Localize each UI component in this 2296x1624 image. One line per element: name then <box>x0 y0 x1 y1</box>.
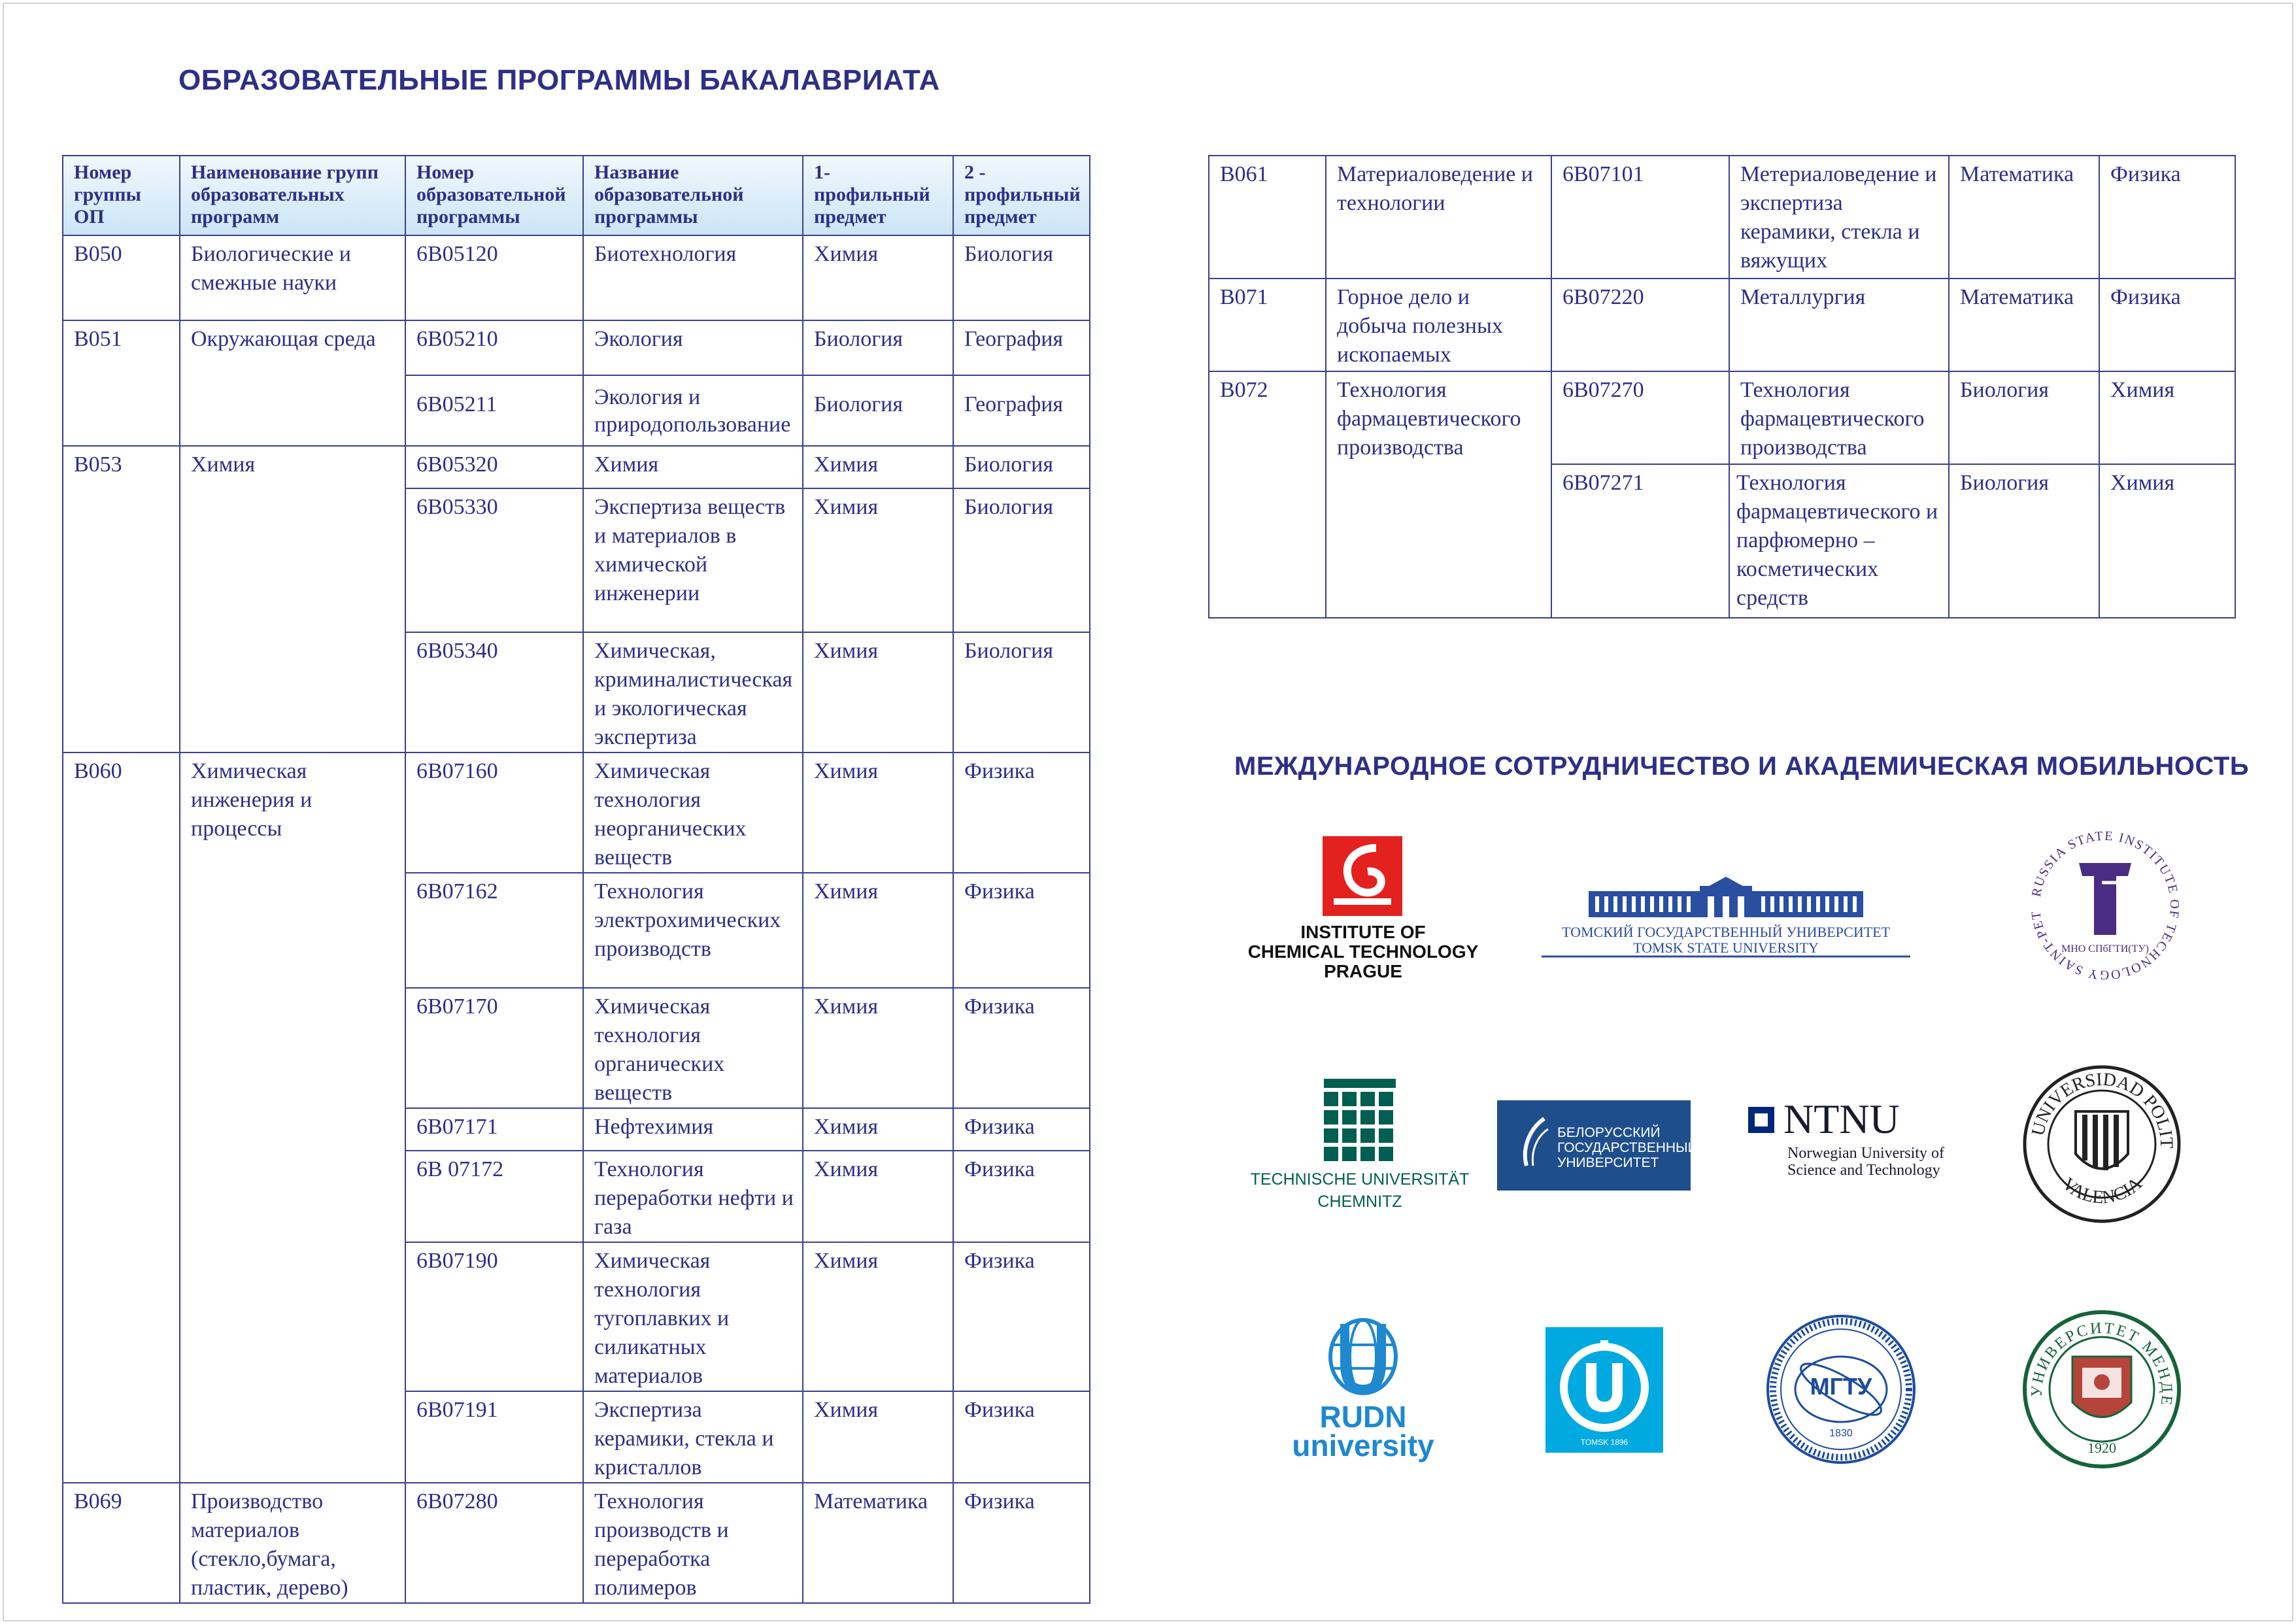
program-title: Метериаловедение и экспертиза керамики, стекла и вяжущих <box>1729 156 1949 279</box>
tpu-bottom: TOMSK 1896 <box>1580 1438 1629 1447</box>
table-row <box>63 235 1090 320</box>
program-title: Биотехнология <box>583 235 803 320</box>
tomsk-state-university-logo <box>1536 873 1916 958</box>
ict-line2: CHEMICAL TECHNOLOGY <box>1247 941 1479 962</box>
subject-1: Химия <box>803 488 953 632</box>
program-number: 6B07160 <box>405 753 583 873</box>
header-program-title: Название образовательной программы <box>583 156 803 235</box>
group-name: Технология фармацевтического производства <box>1326 371 1551 618</box>
tpu-logo <box>1545 1327 1663 1453</box>
table-row <box>63 446 1090 488</box>
table-row <box>1209 371 2235 464</box>
subject-1: Химия <box>803 1151 953 1242</box>
subject-1: Химия <box>803 873 953 988</box>
subject-1: Математика <box>1949 279 2099 371</box>
spbgti-ring-text: RUSSIA STATE INSTITUTE OF TECHNOLOGY SAINT-PET <box>2029 828 2182 983</box>
header-subject-1: 1- профильный предмет <box>803 156 953 235</box>
chemnitz-line2: CHEMNITZ <box>1317 1193 1402 1211</box>
mgtu-logo <box>1763 1311 1919 1468</box>
subject-2: Физика <box>953 753 1090 873</box>
svg-text:VALENCIA <box>2058 1173 2146 1208</box>
upv-logo <box>2020 1062 2184 1226</box>
ntnu-sub1: Norwegian University of <box>1787 1145 1944 1162</box>
header-group-name: Наименование групп образовательных программ <box>180 156 405 235</box>
ict-line1: INSTITUTE OF <box>1300 922 1426 942</box>
spbgti-inner: МНО СПбГТИ(ТУ) <box>2061 943 2150 955</box>
rudn-logo <box>1272 1311 1455 1468</box>
subject-2: Химия <box>2099 371 2235 464</box>
ntnu-square-icon <box>1746 1096 1981 1187</box>
program-number: 6B07162 <box>405 873 583 988</box>
upv-bottom-text: VALENCIA <box>2058 1173 2146 1208</box>
tsu-building-icon <box>1536 873 1916 958</box>
subject-2: Физика <box>953 1391 1090 1483</box>
header-group-number: Номер группы ОП <box>63 156 180 235</box>
subject-2: География <box>953 375 1090 446</box>
program-number: 6B05120 <box>405 235 583 320</box>
program-title: Технология электрохимических производств <box>583 873 803 988</box>
subject-2: Биология <box>953 235 1090 320</box>
program-title: Экспертиза веществ и материалов в химической инженерии <box>583 488 803 632</box>
header-subject-2: 2 - профильный предмет <box>953 156 1090 235</box>
subject-1: Биология <box>1949 464 2099 618</box>
mendeleev-year: 1920 <box>2087 1440 2116 1456</box>
left-section-title: ОБРАЗОВАТЕЛЬНЫЕ ПРОГРАММЫ БАКАЛАВРИАТА <box>178 64 940 96</box>
subject-1: Химия <box>803 632 953 753</box>
upv-seal-icon <box>2020 1062 2184 1226</box>
group-code: B050 <box>63 235 180 320</box>
group-code: B069 <box>63 1483 180 1603</box>
table-row <box>1209 279 2235 371</box>
program-title: Технология фармацевтического и парфюмерно – косметических средств <box>1729 464 1949 618</box>
program-title: Химическая технология органических веществ <box>583 988 803 1108</box>
subject-2: Физика <box>953 988 1090 1108</box>
ict-prague-emblem-icon <box>1242 834 1484 984</box>
subject-1: Биология <box>803 320 953 375</box>
subject-2: Физика <box>953 1242 1090 1391</box>
program-title: Химическая технология тугоплавких и силикатных материалов <box>583 1242 803 1391</box>
program-number: 6B05210 <box>405 320 583 375</box>
program-title: Технология переработки нефти и газа <box>583 1151 803 1242</box>
program-title: Химия <box>583 446 803 488</box>
tu-chemnitz-logo <box>1250 1072 1470 1223</box>
subject-2: Биология <box>953 446 1090 488</box>
program-number: 6B 07172 <box>405 1151 583 1242</box>
group-code: B071 <box>1209 279 1326 371</box>
program-title: Экспертиза керамики, стекла и кристаллов <box>583 1391 803 1483</box>
subject-2: География <box>953 320 1090 375</box>
bachelor-programs-table-continued <box>1208 155 2236 618</box>
subject-2: Химия <box>2099 464 2235 618</box>
upv-ring-text: UNIVERSIDAD POLIT <box>2027 1069 2177 1149</box>
right-section-title: МЕЖДУНАРОДНОЕ СОТРУДНИЧЕСТВО И АКАДЕМИЧЕСКАЯ МОБИЛЬНОСТЬ <box>1234 752 2250 781</box>
mgtu-seal-icon <box>1763 1311 1919 1468</box>
program-number: 6B05340 <box>405 632 583 753</box>
table-row <box>63 1483 1090 1603</box>
program-number: 6B07220 <box>1551 279 1729 371</box>
rudn-line1: RUDN <box>1319 1400 1407 1434</box>
tsu-en: TOMSK STATE UNIVERSITY <box>1633 939 1819 956</box>
subject-2: Физика <box>2099 156 2235 279</box>
rudn-line2: university <box>1292 1429 1434 1463</box>
subject-2: Физика <box>953 1483 1090 1603</box>
mgtu-letters: МГТУ <box>1810 1373 1872 1400</box>
rudn-globe-icon <box>1272 1311 1455 1468</box>
bachelor-programs-table <box>62 155 1090 1604</box>
tpu-u-icon <box>1545 1327 1663 1453</box>
group-name: Химическая инженерия и процессы <box>180 753 405 1483</box>
subject-1: Химия <box>803 1242 953 1391</box>
subject-2: Биология <box>953 488 1090 632</box>
subject-1: Математика <box>803 1483 953 1603</box>
program-title: Технология производств и переработка полимеров <box>583 1483 803 1603</box>
group-name: Окружающая среда <box>180 320 405 446</box>
spbgti-logo <box>2017 824 2193 987</box>
tsu-ru: ТОМСКИЙ ГОСУДАРСТВЕННЫЙ УНИВЕРСИТЕТ <box>1561 924 1891 940</box>
subject-1: Математика <box>1949 156 2099 279</box>
program-number: 6B07190 <box>405 1242 583 1391</box>
bsu-logo <box>1497 1100 1698 1191</box>
header-program-number: Номер образовательной программы <box>405 156 583 235</box>
subject-1: Химия <box>803 1108 953 1151</box>
group-code: B051 <box>63 320 180 446</box>
program-number: 6B05211 <box>405 375 583 446</box>
program-title: Технология фармацевтического производства <box>1729 371 1949 464</box>
program-title: Химическая технология неорганических веществ <box>583 753 803 873</box>
subject-1: Химия <box>803 1391 953 1483</box>
program-title: Химическая, криминалистическая и экологическая экспертиза <box>583 632 803 753</box>
table-row <box>63 320 1090 375</box>
subject-2: Физика <box>2099 279 2235 371</box>
subject-2: Физика <box>953 1108 1090 1151</box>
header-row <box>63 156 1090 235</box>
mendeleev-ring-text: УНИВЕРСИТЕТ МЕНДЕ <box>2028 1319 2176 1408</box>
subject-2: Физика <box>953 1151 1090 1242</box>
group-code: B060 <box>63 753 180 1483</box>
program-number: 6B07170 <box>405 988 583 1108</box>
program-number: 6B07280 <box>405 1483 583 1603</box>
group-code: B061 <box>1209 156 1326 279</box>
program-number: 6B07171 <box>405 1108 583 1151</box>
group-name: Химия <box>180 446 405 753</box>
ntnu-logo <box>1746 1096 1981 1187</box>
mgtu-year: 1830 <box>1829 1428 1853 1439</box>
program-title: Экология и природопользование <box>583 375 803 446</box>
program-number: 6B05330 <box>405 488 583 632</box>
subject-2: Биология <box>953 632 1090 753</box>
group-name: Биологические и смежные науки <box>180 235 405 320</box>
program-title: Экология <box>583 320 803 375</box>
program-number: 6B07271 <box>1551 464 1729 618</box>
subject-2: Физика <box>953 873 1090 988</box>
program-title: Нефтехимия <box>583 1108 803 1151</box>
mendeleev-university-logo <box>2020 1308 2184 1471</box>
program-title: Металлургия <box>1729 279 1949 371</box>
group-name: Материаловедение и технологии <box>1326 156 1551 279</box>
program-number: 6B07191 <box>405 1391 583 1483</box>
group-code: B072 <box>1209 371 1326 618</box>
spbgti-emblem-icon <box>2017 824 2193 987</box>
group-name: Производство материалов (стекло,бумага, пластик, дерево) <box>180 1483 405 1603</box>
program-number: 6B07101 <box>1551 156 1729 279</box>
mendeleev-seal-icon <box>2020 1308 2184 1471</box>
ntnu-sub2: Science and Technology <box>1787 1162 1940 1179</box>
bsu-text-block: БЕЛОРУССКИЙ ГОСУДАРСТВЕННЫЙ УНИВЕРСИТЕТ <box>1557 1125 1698 1170</box>
subject-1: Химия <box>803 988 953 1108</box>
group-code: B053 <box>63 446 180 753</box>
group-name: Горное дело и добыча полезных ископаемых <box>1326 279 1551 371</box>
subject-1: Химия <box>803 446 953 488</box>
table-row <box>1209 156 2235 279</box>
subject-1: Биология <box>1949 371 2099 464</box>
program-number: 6B07270 <box>1551 371 1729 464</box>
program-number: 6B05320 <box>405 446 583 488</box>
subject-1: Биология <box>803 375 953 446</box>
subject-1: Химия <box>803 235 953 320</box>
ict-line3: PRAGUE <box>1324 961 1402 981</box>
table-row <box>63 753 1090 873</box>
ntnu-name: NTNU <box>1783 1096 1900 1142</box>
chemnitz-line1: TECHNISCHE UNIVERSITÄT <box>1250 1170 1470 1189</box>
tu-chemnitz-grid-icon <box>1250 1072 1470 1223</box>
ict-prague-logo <box>1242 834 1484 984</box>
subject-1: Химия <box>803 753 953 873</box>
